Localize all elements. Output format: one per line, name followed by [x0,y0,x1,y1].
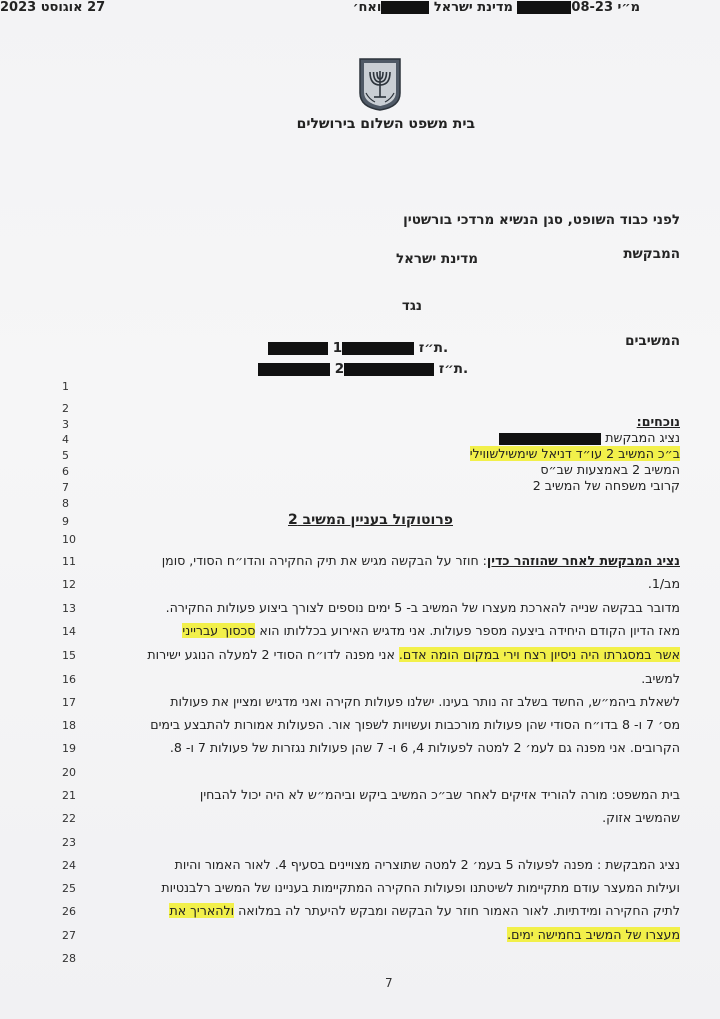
applicant-name: מדינת ישראל [395,251,478,267]
line-number: 7 [62,481,69,494]
line-number: 26 [62,905,76,918]
line-number: 19 [62,742,76,755]
line-number: 8 [62,497,69,510]
redaction-block [342,342,414,355]
highlighted-text: מעצרו של המשיב בחמישה ימים. [507,927,680,942]
body-text: לתיק החקירה ומידתיות. לאור האמור חוזר על הבקשה ומבקש להיעתר לה במלואה [238,903,680,918]
line-number: 17 [62,696,76,709]
protocol-title: פרוטוקול בעניין המשיב 2 [288,512,453,528]
line-number: 10 [62,533,76,546]
present-item [100,430,680,445]
redaction-block [381,1,429,14]
body-line: למשיב. [641,671,680,686]
speaker-label: נציג המבקשת לאחר שהוזהר כדין [486,553,680,568]
line-number: 11 [62,555,76,568]
redaction-block [517,1,571,14]
line-number: 27 [62,929,76,942]
line-number: 24 [62,859,76,872]
body-text: : חוזר על הבקשה מגיש את תיק החקירה והדו״ח הסודי, סומן [161,553,487,568]
line-number: 28 [62,952,76,965]
line-number: 25 [62,882,76,895]
present-item: קרובי משפחה של המשיב 2 [532,478,680,493]
line-number: 2 [62,402,69,415]
page-number: 7 [385,976,393,990]
body-line: לשאלת ביהמ״ש, החשד בשלב זה נותר בעינו. ישלנו פעולות חקירה ואני מדגיש ומציין את פעולות [170,694,680,709]
respondent-id-mark: ת״ז [418,340,444,356]
case-prefix: מ״י [617,0,640,15]
body-line [100,553,680,568]
respondent-number: 2. [334,361,469,377]
line-number: 15 [62,649,76,662]
case-number: 08-23 [571,0,613,15]
line-number: 3 [62,418,69,431]
respondent-row [268,340,448,356]
body-line: הקרובים. אני מפנה גם לעמ׳ 2 למטה לפעולות 4, 6 ו- 7 שהן פעולות נגזרות של פעולות 7 ו- 8. [169,740,680,755]
body-line [100,903,680,918]
present-item: המשיב 2 באמצעות שב״ס [540,462,680,477]
court-name: בית משפט השלום בירושלים [296,116,475,132]
line-number: 18 [62,719,76,732]
respondent-row [258,361,468,377]
line-number: 12 [62,578,76,591]
respondent-number: 1. [332,340,449,356]
hearing-date: 27 אוגוסט 2023 [0,0,106,15]
line-number: 6 [62,465,69,478]
body-line: מס׳ 7 ו- 8 בדו״ח הסודי שהן פעולות מורכבות ועשויות לשפוך אור. הפעולות אמורות להתבצע בימים [150,717,680,732]
redaction-block [268,342,328,355]
state-emblem-icon [357,57,403,111]
present-item-label: נציג המבקשת [605,430,680,445]
highlighted-text: אשר במסגרתו היה ניסיון רצח וירי במקום הומה אדם. [398,647,680,662]
line-number: 5 [62,449,69,462]
body-line: מדובר בבקשה שנייה להארכת מעצרו של המשיב ב- 5 ימים נוספים לצורך ביצוע פעולות החקירה. [165,600,680,615]
case-identifier [353,0,640,15]
body-line [100,623,680,638]
line-number: 23 [62,836,76,849]
body-line: נציג המבקשת : מפנה לפעולה 5 בעמ׳ 2 למטה שתוצריה מצויינים בסעיף 4. לאור האמור והיות [174,857,680,872]
line-number: 14 [62,625,76,638]
body-text: אני מפנה לדו״ח הסודי 2 למעלה הנוגע ישירות [147,647,399,662]
defense-counsel: ב״כ המשיב 2 עו״ד דניאל שימשילשווילי [469,446,680,461]
present-title: נוכחים: [636,414,680,429]
highlighted-text: ולהאריך את [169,903,235,918]
case-header-line [0,0,640,15]
line-number: 22 [62,812,76,825]
judge-line: לפני כבוד השופט, סגן הנשיא מרדכי בורשטין [403,212,680,228]
line-number: 1 [62,380,69,393]
body-line [100,647,680,662]
line-number: 21 [62,789,76,802]
highlighted-text: סכסוך עברייני [182,623,256,638]
body-line: מב/1. [647,576,680,591]
line-number: 4 [62,433,69,446]
line-number: 9 [62,515,69,528]
body-text: מאז הדיון הקודם היחידה ביצעה מספר פעולות. אני מדגיש האירוע בכללותו הוא [259,623,680,638]
line-number: 16 [62,673,76,686]
line-number: 20 [62,766,76,779]
body-line: בית המשפט: מורה להוריד אזיקים לאחר שב״כ המשיב ביקש וביהמ״ש לא היה יכול להבחין [199,787,680,802]
case-parties: מדינת ישראל [433,0,513,15]
present-item [100,446,680,461]
respondents-label: המשיבים [625,333,680,349]
applicant-label: המבקשת [623,246,680,262]
respondent-id-mark: ת״ז [438,361,464,377]
redaction-block [258,363,330,376]
body-line: שהמשיב אזוק. [602,810,680,825]
body-line: ועילות המעצר עודם מתקיימות לשיטתנו ופעולות החקירה המתקיימות בעניינו של המשיב רלבנטיות [161,880,680,895]
versus-label: נגד [401,298,422,314]
case-parties-suffix: ואח׳ [352,0,382,15]
redaction-block [499,433,601,445]
line-number: 13 [62,602,76,615]
body-line [100,927,680,942]
redaction-block [344,363,434,376]
